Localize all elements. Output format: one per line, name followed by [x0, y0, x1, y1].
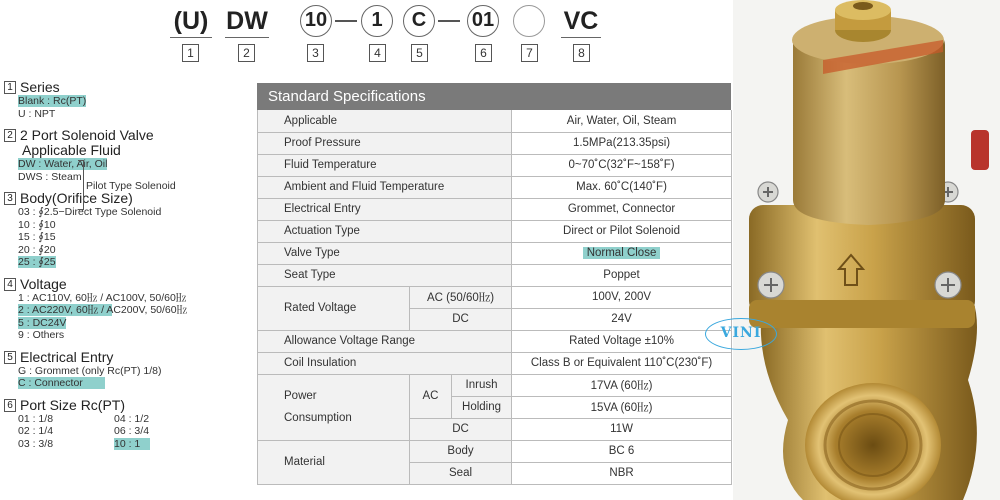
code-dash [335, 20, 357, 22]
code-seg-1: (U) [173, 7, 209, 35]
spec-value: 1.5MPa(213.35psi) [512, 132, 732, 154]
legend-line: 01 : 1/8 [18, 412, 54, 425]
code-underline [170, 37, 212, 38]
spec-label: Consumption [284, 412, 352, 424]
spec-value: Max. 60˚C(140˚F) [512, 176, 732, 198]
spec-title: Standard Specifications [257, 83, 731, 110]
spec-label: Actuation Type [258, 220, 512, 242]
table-row [258, 440, 732, 462]
spec-value: 0~70˚C(32˚F~158˚F) [512, 154, 732, 176]
pilot-bracket-label: Pilot Type Solenoid [86, 180, 176, 192]
spec-label: Valve Type [258, 242, 512, 264]
spec-value: Poppet [512, 264, 732, 286]
table-row [258, 352, 732, 374]
legend-line: U : NPT [18, 107, 56, 120]
table-row [258, 264, 732, 286]
legend-line: G : Grommet (only Rc(PT) 1/8) [18, 364, 162, 377]
spec-sublabel: AC [410, 374, 452, 418]
legend-line: 02 : 1/4 [18, 425, 54, 437]
code-underline [561, 37, 601, 38]
code-seg-4: 1 [361, 5, 393, 37]
legend-line: C : Connector [18, 377, 105, 389]
legend-line: 15 : ∮15 [18, 231, 56, 243]
valve-photo [733, 0, 1000, 500]
code-number-1: 1 [182, 44, 199, 62]
legend-line: 03 : ∮2.5−Direct Type Solenoid [18, 206, 162, 218]
code-number-2: 2 [238, 44, 255, 62]
spec-label: Allowance Voltage Range [258, 330, 512, 352]
table-row [258, 286, 732, 308]
legend-number: 6 [4, 399, 16, 412]
legend-port-columns [4, 413, 254, 451]
legend-line: 9 : Others [18, 329, 65, 341]
spec-value: Grommet, Connector [512, 198, 732, 220]
code-seg-3: 10 [300, 5, 332, 37]
legend-voltage-title [4, 277, 254, 292]
model-code [165, 2, 605, 64]
spec-label: Ambient and Fluid Temperature [258, 176, 512, 198]
legend-line: 10 : ∮10 [18, 218, 56, 231]
legend-number: 5 [4, 351, 16, 364]
spec-value: BC 6 [512, 440, 732, 462]
spec-sublabel: Body [410, 440, 512, 462]
legend-number: 2 [4, 129, 16, 142]
code-legend [4, 80, 254, 450]
spec-label: Seat Type [258, 264, 512, 286]
table-row [258, 132, 732, 154]
code-dash [438, 20, 460, 22]
table-row [258, 220, 732, 242]
code-number-3: 3 [307, 44, 324, 62]
legend-fluid-title [4, 128, 254, 143]
code-underline [225, 37, 269, 38]
legend-title-text: Voltage [20, 275, 67, 292]
spec-label: Applicable [258, 110, 512, 132]
table-row [258, 154, 732, 176]
table-row [258, 110, 732, 132]
legend-line: 1 : AC110V, 60㎐ / AC100V, 50/60㎐ [18, 291, 187, 304]
legend-line: 06 : 3/4 [114, 425, 150, 437]
spec-label: Electrical Entry [258, 198, 512, 220]
vini-watermark: VINI [705, 318, 777, 350]
spec-value-cell [512, 242, 732, 264]
spec-value: 11W [512, 418, 732, 440]
legend-line: DW : Water, Air, Oil [18, 158, 108, 170]
legend-entry-title [4, 350, 254, 365]
code-number-6: 6 [475, 44, 492, 62]
code-seg-7 [513, 5, 545, 37]
spec-value: NBR [512, 462, 732, 484]
legend-line: 03 : 3/8 [18, 437, 54, 450]
spec-value: Direct or Pilot Solenoid [512, 220, 732, 242]
table-row [258, 176, 732, 198]
code-seg-6: 01 [467, 5, 499, 37]
table-row [258, 330, 732, 352]
code-number-4: 4 [369, 44, 386, 62]
code-seg-8: VC [563, 7, 599, 35]
spec-table [257, 110, 732, 485]
spec-value: Normal Close [583, 247, 661, 259]
legend-line: 25 : ∮25 [18, 256, 56, 268]
legend-line: 04 : 1/2 [114, 412, 150, 425]
spec-label-power [258, 374, 410, 440]
legend-body-title [4, 191, 254, 206]
table-row [258, 242, 732, 264]
legend-title-text: Series [20, 79, 60, 95]
spec-sublabel: Holding [452, 396, 512, 418]
legend-title-text: Electrical Entry [20, 348, 114, 365]
spec-sublabel: DC [410, 308, 512, 330]
spec-sublabel: Seal [410, 462, 512, 484]
legend-line: 10 : 1 [114, 438, 150, 450]
legend-title-text: Port Size Rc(PT) [20, 396, 126, 413]
legend-line: DWS : Steam [18, 170, 82, 183]
spec-label: Power [284, 390, 317, 402]
spec-panel [257, 83, 731, 485]
spec-value: 100V, 200V [512, 286, 732, 308]
code-number-7: 7 [521, 44, 538, 62]
legend-title-text: 2 Port Solenoid Valve [20, 127, 154, 143]
legend-series-title [4, 80, 254, 95]
spec-label: Proof Pressure [258, 132, 512, 154]
legend-line: 5 : DC24V [18, 316, 67, 329]
spec-value: 15VA (60㎐) [512, 396, 732, 418]
code-number-8: 8 [573, 44, 590, 62]
code-seg-5: C [403, 5, 435, 37]
table-row [258, 198, 732, 220]
spec-label: Fluid Temperature [258, 154, 512, 176]
solenoid-valve-image [733, 0, 1000, 500]
legend-number: 1 [4, 81, 16, 94]
pilot-bracket [78, 160, 84, 210]
legend-line: Blank : Rc(PT) [18, 95, 87, 107]
spec-value: Class B or Equivalent 110˚C(230˚F) [512, 352, 732, 374]
spec-value: 17VA (60㎐) [512, 374, 732, 396]
spec-label: Rated Voltage [258, 286, 410, 330]
legend-line: 20 : ∮20 [18, 243, 56, 256]
legend-line: 2 : AC220V, 60㎐ / AC200V, 50/60㎐ [18, 304, 188, 316]
spec-sublabel: DC [410, 418, 512, 440]
spec-sublabel: AC (50/60㎐) [410, 286, 512, 308]
spec-sublabel: Inrush [452, 374, 512, 396]
spec-value: Rated Voltage ±10% [512, 330, 732, 352]
spec-value: Air, Water, Oil, Steam [512, 110, 732, 132]
code-seg-2: DW [226, 7, 268, 35]
legend-number: 3 [4, 192, 16, 205]
spec-value: 24V [512, 308, 732, 330]
legend-number: 4 [4, 278, 16, 291]
code-number-5: 5 [411, 44, 428, 62]
legend-title-text: Applicable Fluid [22, 142, 121, 158]
legend-title-text: Body(Orifice Size) [20, 190, 133, 206]
table-row [258, 374, 732, 396]
legend-port-title [4, 398, 254, 413]
spec-label: Material [258, 440, 410, 484]
spec-label: Coil Insulation [258, 352, 512, 374]
